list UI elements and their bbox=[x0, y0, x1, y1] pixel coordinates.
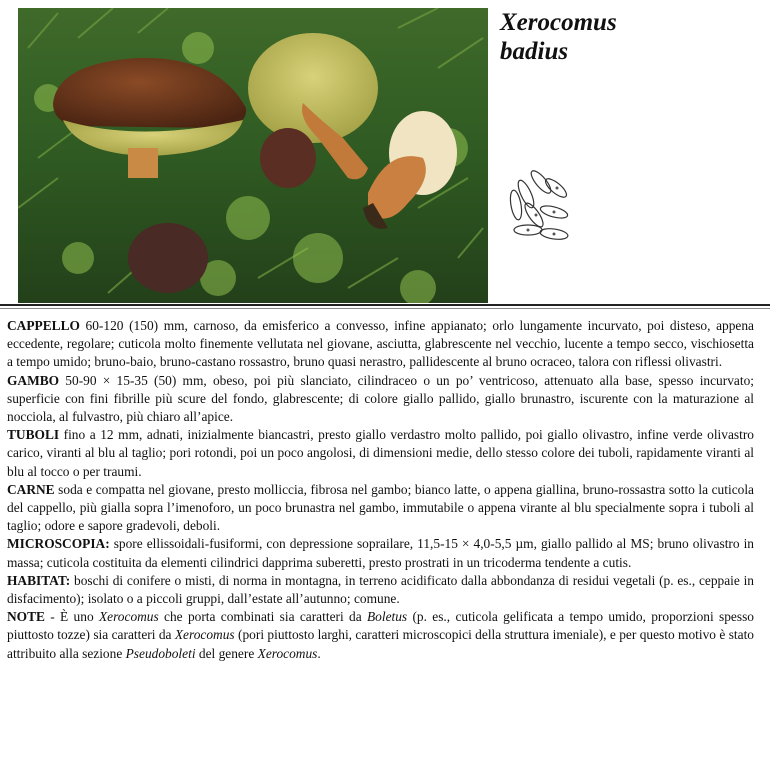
section-head: CAPPELLO bbox=[7, 318, 80, 333]
note-text: (p. es., cuticola gelificata a tempo umido, proporzioni spesso piuttosto tozze) sia caratteri da bbox=[7, 609, 754, 643]
section-body: 50-90 × 15-35 (50) mm, obeso, poi più slanciato, cilindraceo o un po’ ventricoso, attenuato alla base, spesso incurvato; superficie con fini fibrille più scure del fondo, glabrescente; di colore giallo pallido, giallo brunastro, iscurente con la maturazione al nocciola, al fulvastro, più chiaro all’apice. bbox=[7, 372, 754, 425]
description-text bbox=[7, 317, 754, 663]
section-body: soda e compatta nel giovane, presto molliccia, fibrosa nel gambo; bianco latte, o appena giallina, bruno-rossastra sotto la cuticola del cappello, più gialla sopra l’imenoforo, un poco brunastra nel gambo, immutabile o appena virante al blu specialmente sopra i tuboli al taglio; odore e sapore gradevoli, deboli. bbox=[7, 481, 754, 534]
note-text: . bbox=[317, 645, 321, 661]
section-body: fino a 12 mm, adnati, inizialmente biancastri, presto giallo verdastro molto pallido, poi giallo olivastro, infine verde olivastro carico, viranti al blu al taglio; pori rotondi, poi un poco angolosi, di dimensioni medie, dello stesso colore dei tuboli, rapidamente viranti al blu al tocco o per traumi. bbox=[7, 427, 754, 479]
section-head: NOTE bbox=[7, 609, 45, 625]
spores-drawing bbox=[506, 170, 576, 245]
section-head: GAMBO bbox=[7, 372, 60, 388]
spores-illustration bbox=[506, 170, 576, 245]
section-body: 60-120 (150) mm, carnoso, da emisferico a convesso, infine appianato; orlo lungamente incurvato, poi disteso, appena eccedente, regolare; cuticola molto finemente vellutata nel giovane, asciutta, glabrescente nel vecchio, lucente a tempo secco, vischiosetta a tempo umido; bruno-baio, bruno-castano rossastro, bruno quasi nerastro, pallidescente al bruno ocraceo, talora con riflessi olivastri. bbox=[7, 318, 754, 370]
section-microscopia bbox=[7, 535, 754, 571]
note-italic: Xerocomus bbox=[257, 645, 318, 661]
mushroom-photo bbox=[18, 8, 488, 303]
note-italic: Xerocomus bbox=[174, 627, 235, 643]
section-habitat bbox=[7, 572, 754, 608]
section-cappello bbox=[7, 317, 754, 372]
section-head: MICROSCOPIA: bbox=[7, 536, 110, 552]
note-text: (pori piuttosto larghi, caratteri microscopici della struttura imeniale), e per questo motivo è stato attribuito alla sezione bbox=[7, 627, 754, 661]
divider-bottom bbox=[0, 308, 770, 309]
note-italic: Boletus bbox=[366, 609, 408, 625]
note-text: che porta combinati sia caratteri da bbox=[158, 609, 367, 625]
section-head: TUBOLI bbox=[7, 427, 60, 443]
note-italic: Pseudoboleti bbox=[125, 645, 196, 661]
section-gambo bbox=[7, 372, 754, 427]
section-tuboli bbox=[7, 426, 754, 481]
section-body: boschi di conifere o misti, di norma in montagna, in terreno acidificato dalla abbondanza di residui vegetali (p. es., ceppaie in disfacimento); isolato o a piccoli gruppi, dall’estate all’autunno; comune. bbox=[7, 572, 754, 607]
section-body: spore ellissoidali-fusiformi, con depressione soprailare, 11,5-15 × 4,0-5,5 µm, giallo pallido al MS; bruno olivastro in massa; cuticola costituita da elementi cilindrici dapprima suberetti, presto prostrati in un tricoderma tendente a cutis. bbox=[7, 536, 754, 570]
species-title-epithet: badius bbox=[500, 38, 569, 65]
section-head: HABITAT: bbox=[7, 572, 71, 588]
note-text: - È uno bbox=[44, 609, 99, 625]
divider-top bbox=[0, 304, 770, 306]
section-note bbox=[7, 608, 754, 663]
section-carne bbox=[7, 481, 754, 536]
species-title-genus: Xerocomus bbox=[500, 9, 617, 36]
note-italic: Xerocomus bbox=[98, 609, 159, 625]
section-head: CARNE bbox=[7, 481, 55, 497]
species-title bbox=[500, 8, 617, 66]
note-text: del genere bbox=[195, 645, 258, 661]
mushroom-photo-illustration bbox=[18, 8, 488, 303]
